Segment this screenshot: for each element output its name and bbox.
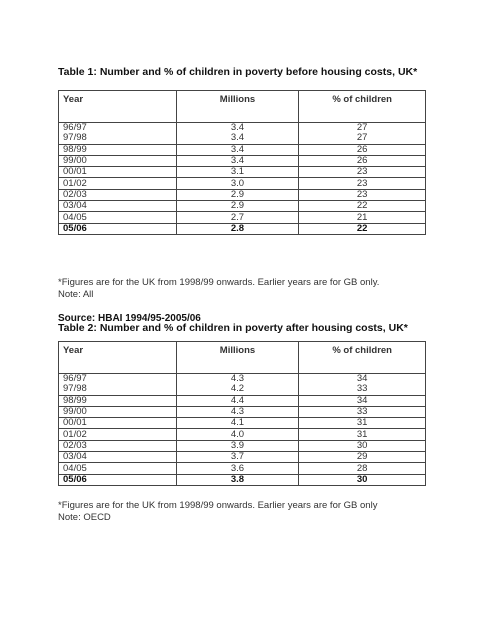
table1-header-year: Year (59, 91, 177, 123)
year-cell: 99/00 (59, 155, 177, 166)
year-cell: 00/01 (59, 167, 177, 178)
millions-cell: 2.7 (176, 212, 299, 223)
table-row (59, 223, 426, 234)
year-cell: 00/01 (59, 418, 177, 429)
year-cell: 03/04 (59, 452, 177, 463)
table-row (59, 178, 426, 189)
millions-cell: 3.4 (176, 144, 299, 155)
table2-header-year: Year (59, 342, 177, 374)
percent-cell: 33 (299, 406, 426, 417)
millions-cell: 3.7 (176, 452, 299, 463)
table-row (59, 418, 426, 429)
millions-cell: 3.0 (176, 178, 299, 189)
year-cell: 02/03 (59, 189, 177, 200)
percent-cell: 33 (299, 384, 426, 395)
year-cell: 97/98 (59, 133, 177, 144)
millions-cell: 2.9 (176, 189, 299, 200)
millions-cell: 4.4 (176, 395, 299, 406)
percent-cell: 27 (299, 123, 426, 134)
percent-cell: 28 (299, 463, 426, 474)
percent-cell: 27 (299, 133, 426, 144)
millions-cell: 2.9 (176, 201, 299, 212)
year-cell: 01/02 (59, 178, 177, 189)
table-row (59, 474, 426, 485)
table2-header-millions: Millions (176, 342, 299, 374)
table-row (59, 406, 426, 417)
table1-header-row (59, 91, 426, 123)
table-row (59, 384, 426, 395)
percent-cell: 23 (299, 167, 426, 178)
millions-cell: 3.4 (176, 155, 299, 166)
percent-cell: 30 (299, 440, 426, 451)
percent-cell: 26 (299, 155, 426, 166)
year-cell: 04/05 (59, 463, 177, 474)
millions-cell: 4.2 (176, 384, 299, 395)
millions-cell: 4.3 (176, 406, 299, 417)
percent-cell: 23 (299, 178, 426, 189)
year-cell: 02/03 (59, 440, 177, 451)
table2 (58, 341, 426, 486)
year-cell: 04/05 (59, 212, 177, 223)
year-cell: 99/00 (59, 406, 177, 417)
year-cell: 03/04 (59, 201, 177, 212)
percent-cell: 30 (299, 474, 426, 485)
table2-title: Table 2: Number and % of children in poverty after housing costs, UK* (58, 322, 408, 334)
table-row (59, 440, 426, 451)
table-row (59, 144, 426, 155)
table1-title: Table 1: Number and % of children in poverty before housing costs, UK* (58, 66, 418, 78)
millions-cell: 3.9 (176, 440, 299, 451)
table2-header-percent: % of children (299, 342, 426, 374)
percent-cell: 21 (299, 212, 426, 223)
millions-cell: 2.8 (176, 223, 299, 234)
table2-footnote: *Figures are for the UK from 1998/99 onwards. Earlier years are for GB only (58, 500, 378, 511)
table-row (59, 189, 426, 200)
year-cell: 05/06 (59, 474, 177, 485)
year-cell: 01/02 (59, 429, 177, 440)
table-row (59, 395, 426, 406)
millions-cell: 4.1 (176, 418, 299, 429)
percent-cell: 29 (299, 452, 426, 463)
table-row (59, 463, 426, 474)
table1-footnote: *Figures are for the UK from 1998/99 onwards. Earlier years are for GB only. (58, 277, 380, 288)
millions-cell: 3.4 (176, 123, 299, 134)
table-row (59, 201, 426, 212)
table-row (59, 133, 426, 144)
percent-cell: 31 (299, 418, 426, 429)
year-cell: 05/06 (59, 223, 177, 234)
percent-cell: 23 (299, 189, 426, 200)
table-row (59, 452, 426, 463)
percent-cell: 34 (299, 374, 426, 385)
year-cell: 96/97 (59, 123, 177, 134)
table1 (58, 90, 426, 235)
millions-cell: 3.1 (176, 167, 299, 178)
table1-header-millions: Millions (176, 91, 299, 123)
millions-cell: 3.6 (176, 463, 299, 474)
millions-cell: 3.4 (176, 133, 299, 144)
millions-cell: 3.8 (176, 474, 299, 485)
table-row (59, 167, 426, 178)
year-cell: 96/97 (59, 374, 177, 385)
table-row (59, 155, 426, 166)
millions-cell: 4.3 (176, 374, 299, 385)
table1-header-percent: % of children (299, 91, 426, 123)
table-row (59, 429, 426, 440)
percent-cell: 31 (299, 429, 426, 440)
percent-cell: 22 (299, 223, 426, 234)
table2-header-row (59, 342, 426, 374)
millions-cell: 4.0 (176, 429, 299, 440)
percent-cell: 34 (299, 395, 426, 406)
source-line: Source: HBAI 1994/95-2005/06 (58, 313, 201, 324)
table2-note: Note: OECD (58, 512, 111, 523)
table1-note: Note: All (58, 289, 94, 300)
percent-cell: 26 (299, 144, 426, 155)
table-row (59, 212, 426, 223)
year-cell: 98/99 (59, 395, 177, 406)
year-cell: 97/98 (59, 384, 177, 395)
percent-cell: 22 (299, 201, 426, 212)
year-cell: 98/99 (59, 144, 177, 155)
